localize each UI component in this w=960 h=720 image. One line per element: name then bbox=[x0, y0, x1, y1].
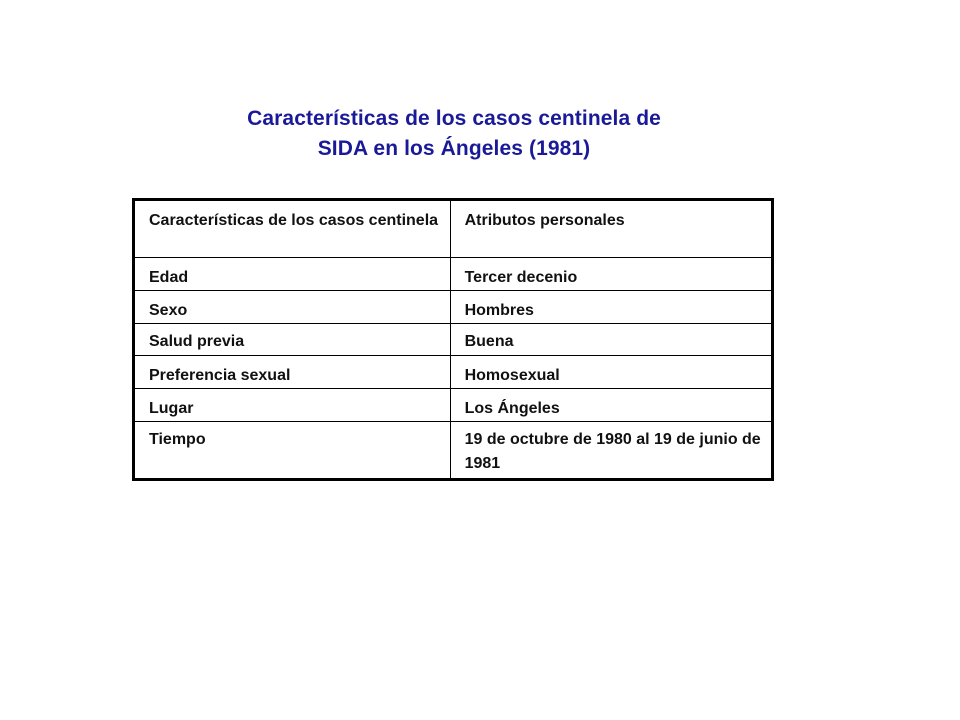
table-cell-label: Preferencia sexual bbox=[134, 356, 451, 389]
table-cell-label: Edad bbox=[134, 258, 451, 291]
table-cell-value: Buena bbox=[450, 324, 772, 356]
table-cell-value: Los Ángeles bbox=[450, 389, 772, 422]
header-cell-characteristics: Características de los casos centinela bbox=[134, 200, 451, 258]
header-cell-attributes: Atributos personales bbox=[450, 200, 772, 258]
table-row bbox=[134, 291, 773, 324]
slide-title-line-2: SIDA en los Ángeles (1981) bbox=[317, 137, 591, 160]
table-cell-label: Sexo bbox=[134, 291, 451, 324]
table-cell-value: Hombres bbox=[450, 291, 772, 324]
table-cell-label: Salud previa bbox=[134, 324, 451, 356]
table-cell-label: Lugar bbox=[134, 389, 451, 422]
characteristics-table bbox=[132, 198, 774, 481]
slide-title bbox=[0, 104, 908, 164]
table-cell-value: Tercer decenio bbox=[450, 258, 772, 291]
table-cell-label: Tiempo bbox=[134, 422, 451, 480]
table-row bbox=[134, 356, 773, 389]
table-row bbox=[134, 422, 773, 480]
slide-title-line-1: Características de los casos centinela de bbox=[247, 107, 661, 130]
table-row bbox=[134, 258, 773, 291]
table-row bbox=[134, 389, 773, 422]
table-header-row bbox=[134, 200, 773, 258]
table-row bbox=[134, 324, 773, 356]
table-cell-value: 19 de octubre de 1980 al 19 de junio de 1981 bbox=[450, 422, 772, 480]
table-cell-value: Homosexual bbox=[450, 356, 772, 389]
